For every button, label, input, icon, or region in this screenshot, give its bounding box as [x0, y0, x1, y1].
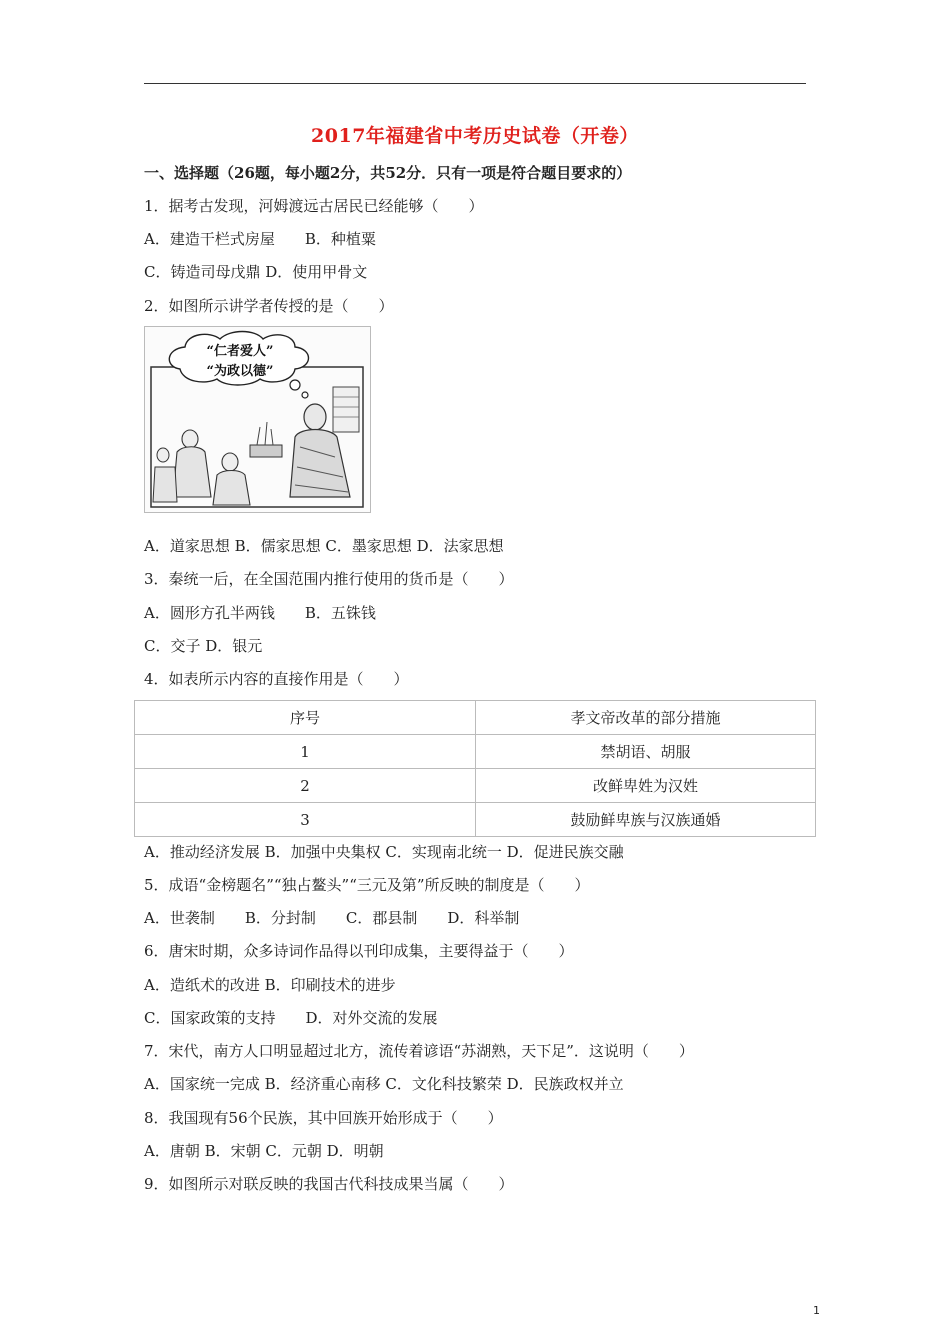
q2-options: A．道家思想 B．儒家思想 C．墨家思想 D．法家思想	[144, 537, 504, 555]
question-6: 6．唐宋时期，众多诗词作品得以刊印成集，主要得益于（ ）	[144, 942, 574, 960]
table-cell: 2	[135, 769, 476, 803]
q3-options-cd: C．交子 D．银元	[144, 637, 263, 655]
table-cell: 改鲜卑姓为汉姓	[476, 769, 816, 803]
question-5: 5．成语“金榜题名”“独占鳌头”“三元及第”所反映的制度是（ ）	[144, 876, 590, 894]
q1-options-cd: C．铸造司母戊鼎 D．使用甲骨文	[144, 263, 368, 281]
table-cell: 3	[135, 803, 476, 837]
table-row	[135, 735, 816, 769]
col-header-number: 序号	[135, 701, 476, 735]
confucius-teaching-image	[145, 327, 370, 512]
quote-de: “为政以德”	[206, 364, 274, 379]
question-7: 7．宋代，南方人口明显超过北方，流传着谚语“苏湖熟，天下足”．这说明（ ）	[144, 1042, 694, 1060]
page-title: 2017年福建省中考历史试卷（开卷）	[311, 125, 639, 147]
col-header-measures: 孝文帝改革的部分措施	[476, 701, 816, 735]
question-1: 1．据考古发现，河姆渡远古居民已经能够（ ）	[144, 197, 484, 215]
header-rule	[144, 83, 806, 84]
question-2: 2．如图所示讲学者传授的是（ ）	[144, 297, 394, 315]
q5-options: A．世袭制 B．分封制 C．郡县制 D．科举制	[144, 909, 520, 927]
table-row	[135, 769, 816, 803]
lecture-illustration	[144, 326, 371, 513]
q6-options-cd: C．国家政策的支持 D．对外交流的发展	[144, 1009, 438, 1027]
table-row	[135, 803, 816, 837]
question-8: 8．我国现有56个民族，其中回族开始形成于（ ）	[144, 1109, 503, 1127]
q6-options-ab: A．造纸术的改进 B．印刷技术的进步	[144, 976, 396, 994]
reform-table	[134, 700, 816, 837]
q3-options-ab: A．圆形方孔半两钱 B．五铢钱	[144, 604, 376, 622]
question-3: 3．秦统一后，在全国范围内推行使用的货币是（ ）	[144, 570, 514, 588]
q8-options: A．唐朝 B．宋朝 C．元朝 D．明朝	[144, 1142, 384, 1160]
table-cell: 鼓励鲜卑族与汉族通婚	[476, 803, 816, 837]
quote-ren: “仁者爱人”	[206, 344, 274, 359]
question-9: 9．如图所示对联反映的我国古代科技成果当属（ ）	[144, 1175, 514, 1193]
table-cell: 禁胡语、胡服	[476, 735, 816, 769]
page-number: 1	[813, 1304, 820, 1317]
question-4: 4．如表所示内容的直接作用是（ ）	[144, 670, 409, 688]
q7-options: A．国家统一完成 B．经济重心南移 C．文化科技繁荣 D．民族政权并立	[144, 1075, 624, 1093]
table-header-row	[135, 701, 816, 735]
q4-options: A．推动经济发展 B．加强中央集权 C．实现南北统一 D．促进民族交融	[144, 843, 624, 861]
table-cell: 1	[135, 735, 476, 769]
section-heading: 一、选择题（26题，每小题2分，共52分．只有一项是符合题目要求的）	[144, 164, 632, 182]
q1-options-ab: A．建造干栏式房屋 B．种植粟	[144, 230, 376, 248]
